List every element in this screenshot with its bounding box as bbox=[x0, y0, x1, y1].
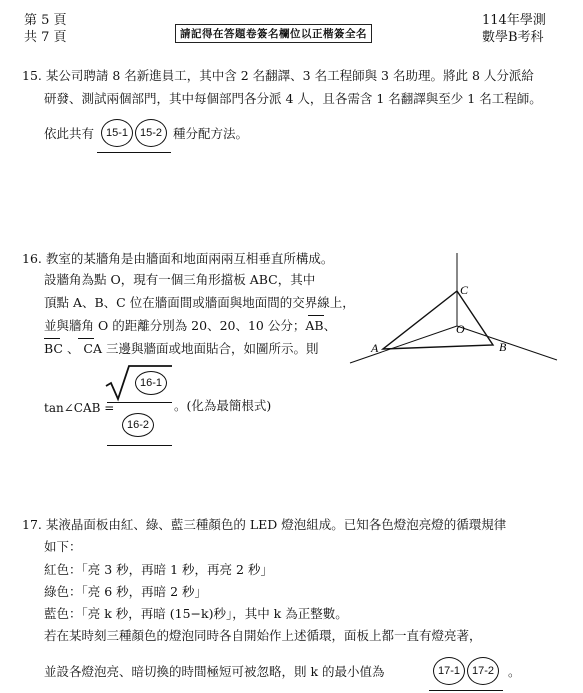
answer-box-17-1: 17-1 bbox=[433, 657, 465, 685]
exam-subject: 數學B考科 bbox=[482, 30, 544, 45]
q15-answer-prefix: 依此共有 bbox=[44, 126, 95, 141]
label-a: A bbox=[371, 341, 379, 355]
answer-box-15-2: 15-2 bbox=[135, 119, 167, 147]
answer-underline-15 bbox=[97, 152, 171, 153]
answer-box-16-2: 16-2 bbox=[122, 413, 154, 437]
q15-line2: 研發、測試兩個部門，其中每個部門各分派 4 人，且各需含 1 名翻譯與至少 1 名工程師。 bbox=[44, 91, 542, 106]
fraction-bar bbox=[107, 402, 172, 403]
q17-blue-rule: 藍色：「亮 k 秒，再暗 (15−k)秒」，其中 k 為正整數。 bbox=[44, 606, 348, 621]
q16-line4: 並與牆角 O 的距離分別為 20、20、10 公分；AB、 bbox=[44, 318, 337, 333]
exam-year: 114年學測 bbox=[482, 13, 546, 28]
overline-ca bbox=[78, 338, 94, 339]
answer-box-16-1: 16-1 bbox=[135, 371, 167, 395]
answer-underline-16 bbox=[107, 445, 172, 446]
signature-notice: 請記得在答題卷簽名欄位以正楷簽全名 bbox=[175, 24, 372, 43]
q17-red-rule: 紅色：「亮 3 秒，再暗 1 秒，再亮 2 秒」 bbox=[44, 562, 273, 577]
q17-line7: 並設各燈泡亮、暗切換的時間極短可被忽略，則 k 的最小值為 bbox=[44, 664, 385, 679]
overline-bc bbox=[44, 338, 60, 339]
q16-line2: 設牆角為點 O，現有一個三角形擋板 ABC，其中 bbox=[44, 272, 316, 287]
tan-formula-note: 。(化為最簡根式) bbox=[174, 398, 272, 413]
q15-line1: 15. 某公司聘請 8 名新進員工，其中含 2 名翻譯、3 名工程師與 3 名助理。將此 8 人分派給 bbox=[22, 68, 534, 83]
q16-line3: 頂點 A、B、C 位在牆面間或牆面與地面間的交界線上， bbox=[44, 295, 355, 310]
label-c: C bbox=[460, 283, 469, 297]
label-o: O bbox=[456, 322, 465, 336]
q17-line1: 17. 某液晶面板由紅、綠、藍三種顏色的 LED 燈泡組成。已知各色燈泡亮燈的循環規律 bbox=[22, 517, 507, 532]
answer-underline-17 bbox=[429, 690, 503, 691]
q17-line6: 若在某時刻三種顏色的燈泡同時各自開始作上述循環，面板上都一直有燈亮著， bbox=[44, 628, 482, 643]
q15-answer-suffix: 種分配方法。 bbox=[173, 126, 249, 141]
q16-line5: BC 、 CA 三邊與牆面或地面貼合，如圖所示。則 bbox=[44, 341, 319, 356]
total-pages: 共 7 頁 bbox=[24, 30, 67, 45]
q17-line2: 如下： bbox=[44, 539, 82, 554]
answer-box-15-1: 15-1 bbox=[101, 119, 133, 147]
answer-box-17-2: 17-2 bbox=[467, 657, 499, 685]
q16-line1: 16. 教室的某牆角是由牆面和地面兩兩互相垂直所構成。 bbox=[22, 251, 334, 266]
corner-triangle-figure bbox=[345, 248, 565, 378]
q17-green-rule: 綠色：「亮 6 秒，再暗 2 秒」 bbox=[44, 584, 208, 599]
page-number: 第 5 頁 bbox=[24, 13, 67, 28]
overline-ab bbox=[308, 315, 324, 316]
tan-formula-left: tan∠CAB = bbox=[44, 401, 115, 415]
q17-end: 。 bbox=[508, 664, 521, 679]
label-b: B bbox=[499, 340, 507, 354]
